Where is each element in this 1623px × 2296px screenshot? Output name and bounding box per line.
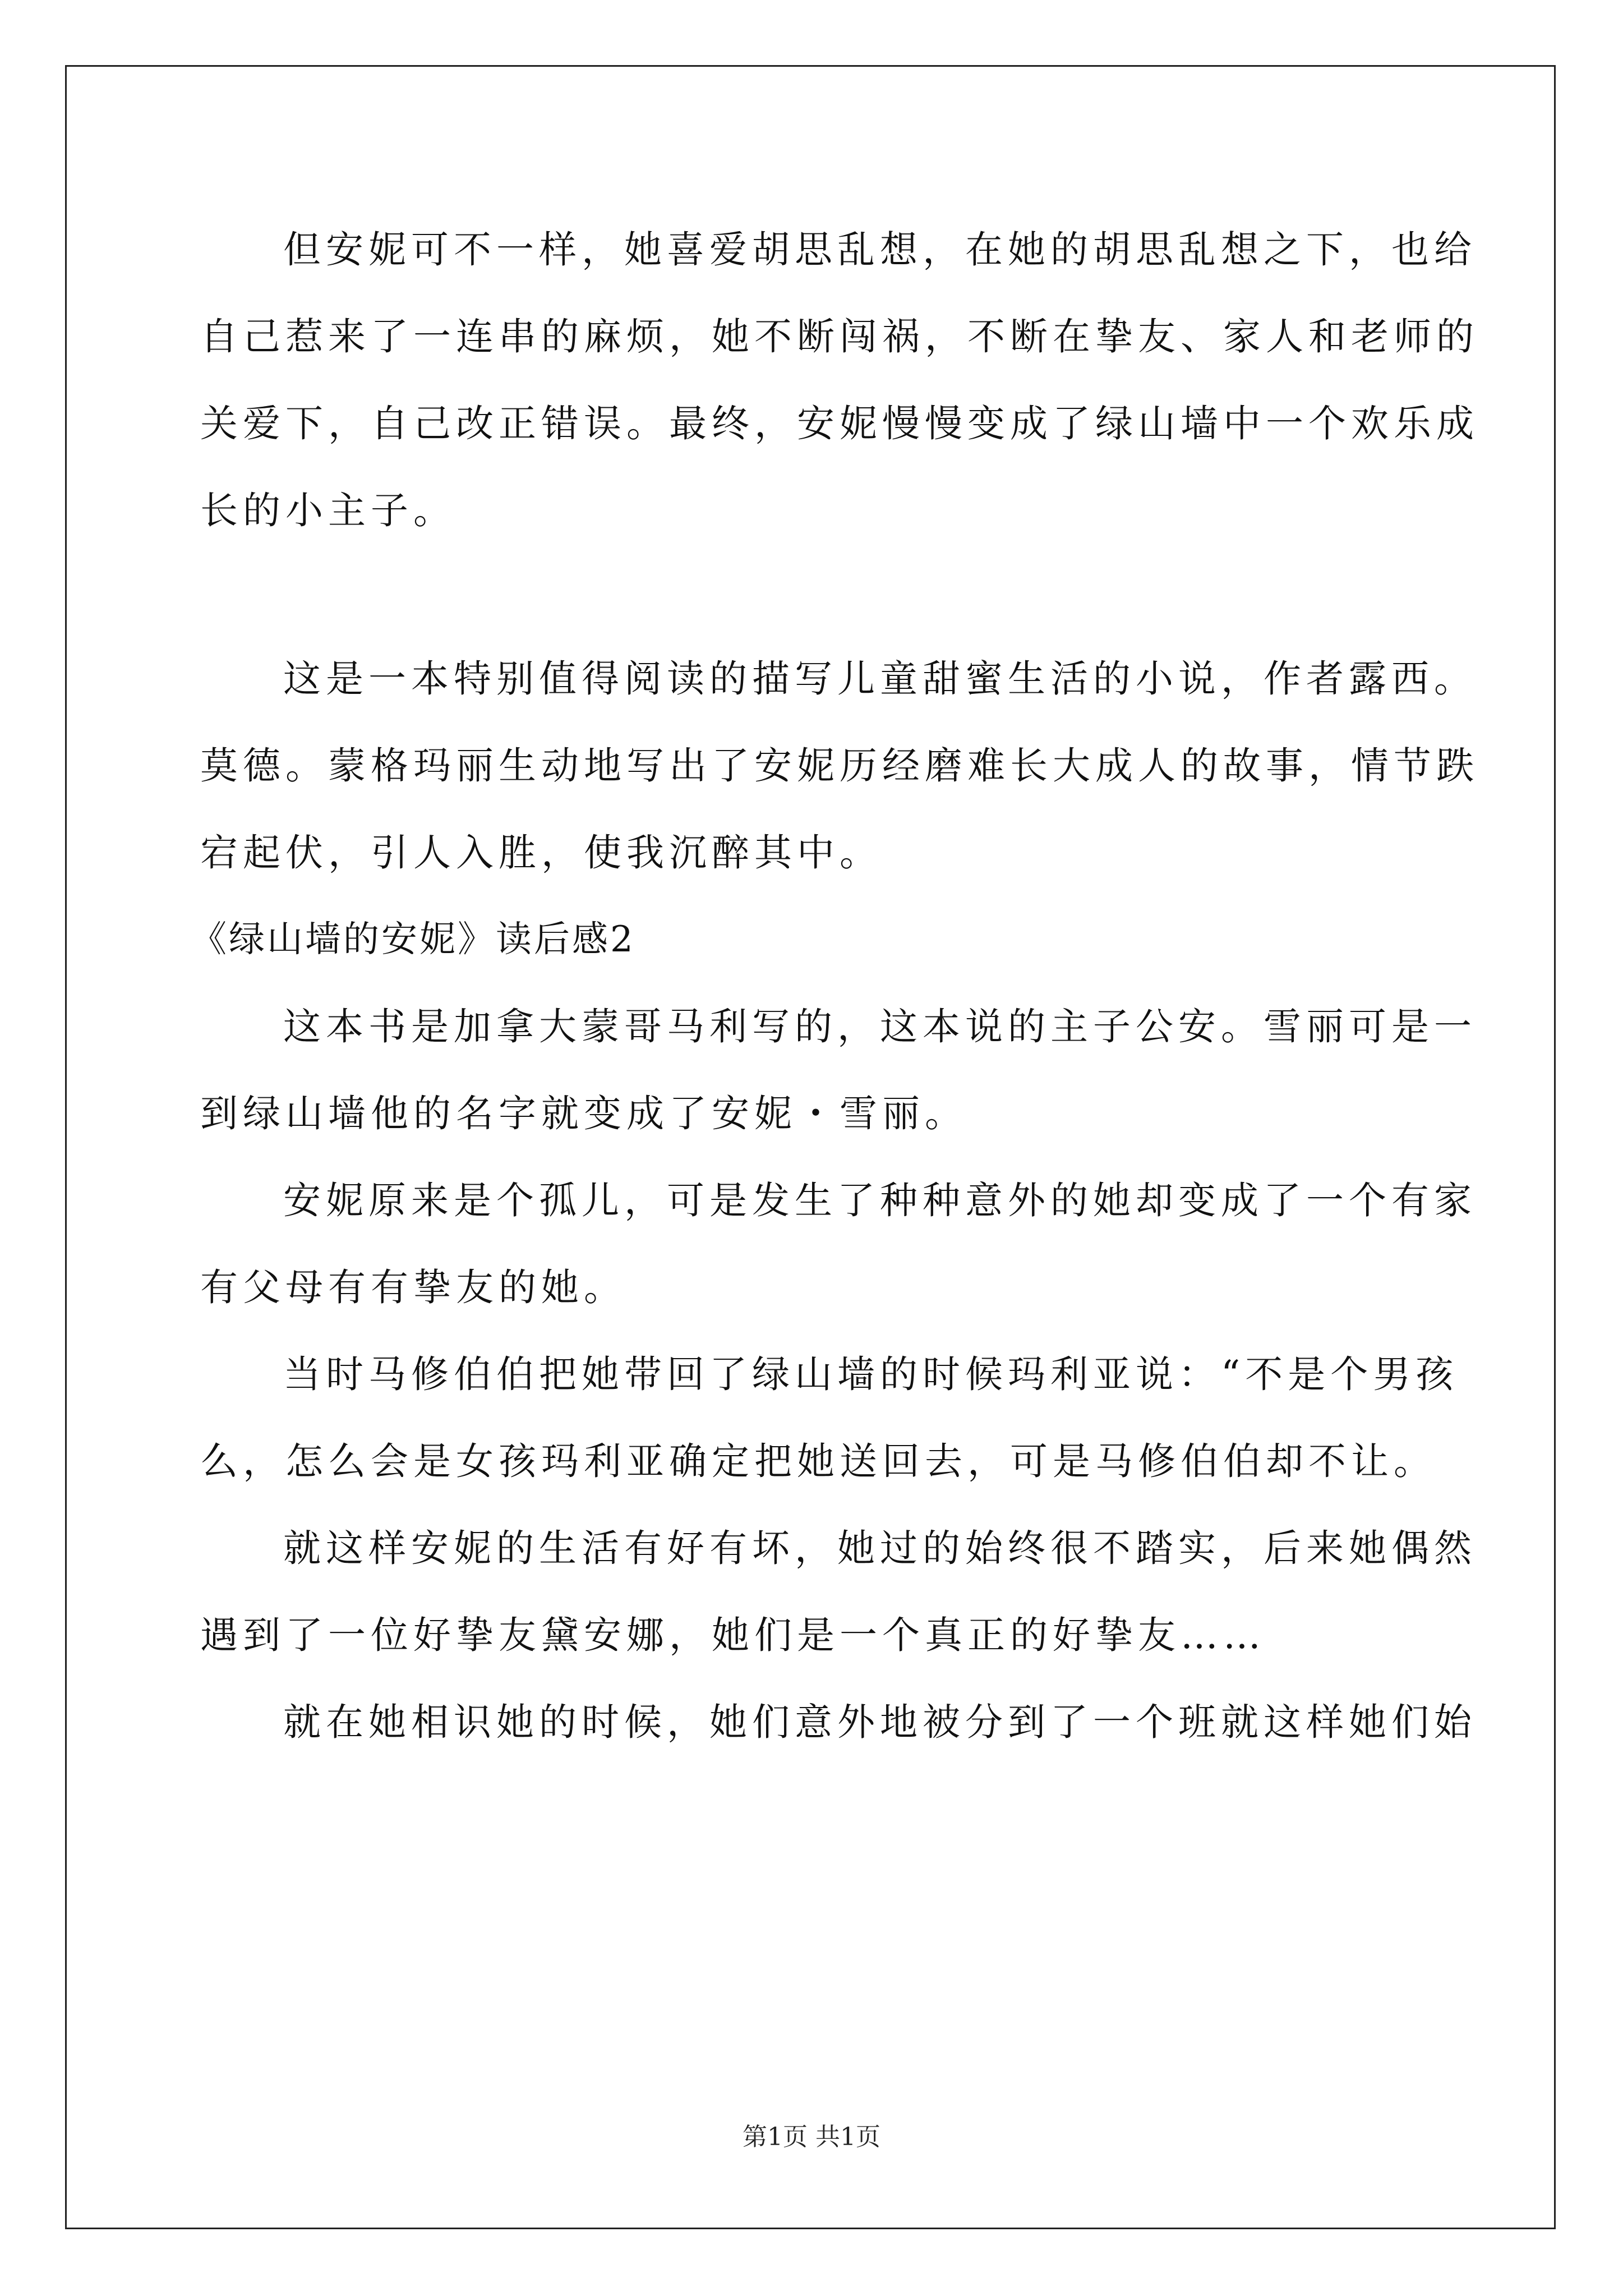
paragraph-line: 安妮原来是个孤儿，可是发生了种种意外的她却变成了一个有家: [283, 1179, 1477, 1222]
section-heading: 《绿山墙的安妮》读后感2: [191, 919, 635, 960]
paragraph-line: 么，怎么会是女孩玛利亚确定把她送回去，可是马修伯伯却不让。: [200, 1439, 1436, 1483]
paragraph-line: 长的小主子。: [200, 489, 456, 532]
paragraph-line: 这本书是加拿大蒙哥马利写的，这本说的主子公安。雪丽可是一: [283, 1005, 1477, 1048]
paragraph-line: 遇到了一位好挚友黛安娜，她们是一个真正的好挚友……: [200, 1613, 1266, 1657]
paragraph-line: 到绿山墙他的名字就变成了安妮・雪丽。: [200, 1092, 967, 1135]
paragraph-line: 莫德。蒙格玛丽生动地写出了安妮历经磨难长大成人的故事，情节跌: [200, 744, 1479, 788]
paragraph-line: 就这样安妮的生活有好有坏，她过的始终很不踏实，后来她偶然: [283, 1526, 1477, 1570]
paragraph-line: 宕起伏，引人入胜，使我沉醉其中。: [200, 831, 882, 875]
page-border: [65, 65, 1556, 2229]
paragraph-line: 自己惹来了一连串的麻烦，她不断闯祸，不断在挚友、家人和老师的: [200, 315, 1479, 358]
page-number-footer: 第1页 共1页: [743, 2123, 880, 2151]
paragraph-line: 就在她相识她的时候，她们意外地被分到了一个班就这样她们始: [283, 1700, 1477, 1744]
paragraph-line: 但安妮可不一样，她喜爱胡思乱想，在她的胡思乱想之下，也给: [283, 228, 1477, 272]
paragraph-line: 这是一本特别值得阅读的描写儿童甜蜜生活的小说，作者露西。: [283, 657, 1477, 701]
paragraph-line: 当时马修伯伯把她带回了绿山墙的时候玛利亚说：“不是个男孩: [283, 1352, 1459, 1396]
paragraph-line: 有父母有有挚友的她。: [200, 1266, 626, 1309]
paragraph-line: 关爱下，自己改正错误。最终，安妮慢慢变成了绿山墙中一个欢乐成: [200, 402, 1479, 445]
